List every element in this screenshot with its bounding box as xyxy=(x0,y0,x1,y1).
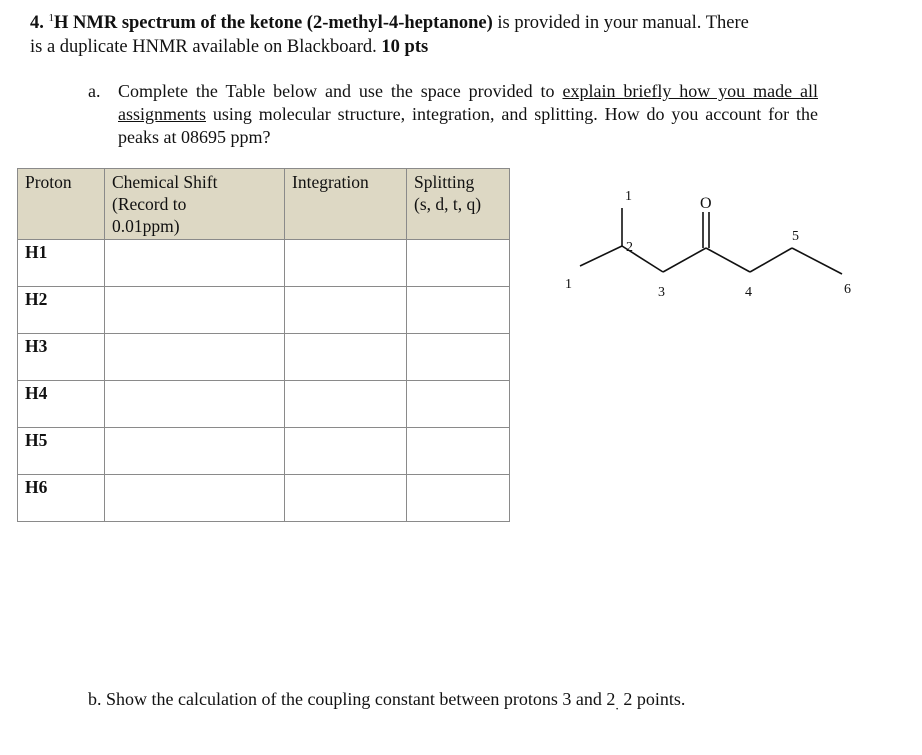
question-number: 4. xyxy=(30,13,44,34)
proton-cell: H5 xyxy=(18,428,105,475)
part-a-underlined: explain briefly how you made all assignments xyxy=(118,81,818,124)
table-row xyxy=(18,240,510,287)
bond-c6-end xyxy=(792,248,842,274)
label-methyl-1: 1 xyxy=(625,189,632,204)
header-splitting xyxy=(407,169,510,240)
splitting-cell[interactable] xyxy=(407,287,510,334)
table-row xyxy=(18,428,510,475)
header-chemical-shift xyxy=(105,169,285,240)
bond-c3-c4 xyxy=(663,248,706,272)
table-row xyxy=(18,287,510,334)
molecule-structure-diagram xyxy=(560,178,860,308)
part-b-points: 2 points. xyxy=(618,689,686,709)
shift-cell[interactable] xyxy=(105,240,285,287)
splitting-cell[interactable] xyxy=(407,475,510,522)
label-carbon-5: 5 xyxy=(792,229,799,244)
integration-cell[interactable] xyxy=(285,287,407,334)
part-a-label: a. xyxy=(88,81,101,101)
header-integration: Integration xyxy=(285,169,407,240)
proton-cell: H3 xyxy=(18,334,105,381)
shift-cell[interactable] xyxy=(105,334,285,381)
header-shift-line2: (Record to xyxy=(112,194,187,214)
bond-c1-c2 xyxy=(580,246,622,266)
integration-cell[interactable] xyxy=(285,475,407,522)
table-row xyxy=(18,334,510,381)
proton-cell: H1 xyxy=(18,240,105,287)
splitting-cell[interactable] xyxy=(407,334,510,381)
superscript-one: 1 xyxy=(48,12,54,24)
part-b-instructions xyxy=(88,687,685,719)
bond-c5-c6 xyxy=(750,248,792,272)
splitting-cell[interactable] xyxy=(407,428,510,475)
label-carbon-6: 6 xyxy=(844,282,851,297)
table-header-row xyxy=(18,169,510,240)
question-title-bold: H NMR spectrum of the ketone (2-methyl-4-heptanone) xyxy=(54,13,493,34)
label-carbon-3: 3 xyxy=(658,285,665,300)
bond-c4-c5 xyxy=(706,248,750,272)
proton-cell: H4 xyxy=(18,381,105,428)
table-row xyxy=(18,475,510,522)
splitting-cell[interactable] xyxy=(407,381,510,428)
nmr-table xyxy=(17,168,510,522)
header-shift-line3: 0.01ppm) xyxy=(112,216,180,236)
question-line2: is a duplicate HNMR available on Blackboard. xyxy=(30,37,377,58)
label-carbon-2: 2 xyxy=(626,240,633,255)
shift-cell[interactable] xyxy=(105,381,285,428)
integration-cell[interactable] xyxy=(285,381,407,428)
part-b-mark: . xyxy=(615,698,619,714)
integration-cell[interactable] xyxy=(285,428,407,475)
part-a-text-2: using molecular structure, integration, and splitting. How do you account for the peaks at 08695 ppm? xyxy=(118,104,818,147)
integration-cell[interactable] xyxy=(285,334,407,381)
question-points: 10 pts xyxy=(381,37,429,58)
part-a-instructions xyxy=(88,80,818,149)
proton-cell: H2 xyxy=(18,287,105,334)
oxygen-atom: O xyxy=(700,195,712,212)
question-title xyxy=(30,6,890,59)
part-a-text xyxy=(118,80,818,149)
shift-cell[interactable] xyxy=(105,287,285,334)
header-splitting-line1: Splitting xyxy=(414,172,475,192)
part-a-text-1: Complete the Table below and use the space provided to xyxy=(118,81,563,101)
proton-cell: H6 xyxy=(18,475,105,522)
integration-cell[interactable] xyxy=(285,240,407,287)
label-carbon-4: 4 xyxy=(745,285,752,300)
question-title-rest: is provided in your manual. There xyxy=(492,13,749,34)
part-b-text: b. Show the calculation of the coupling constant between protons 3 and 2 xyxy=(88,689,616,709)
shift-cell[interactable] xyxy=(105,428,285,475)
header-proton: Proton xyxy=(18,169,105,240)
table-row xyxy=(18,381,510,428)
label-carbon-1: 1 xyxy=(565,277,572,292)
header-splitting-line2: (s, d, t, q) xyxy=(414,194,482,214)
splitting-cell[interactable] xyxy=(407,240,510,287)
shift-cell[interactable] xyxy=(105,475,285,522)
header-shift-line1: Chemical Shift xyxy=(112,172,218,192)
